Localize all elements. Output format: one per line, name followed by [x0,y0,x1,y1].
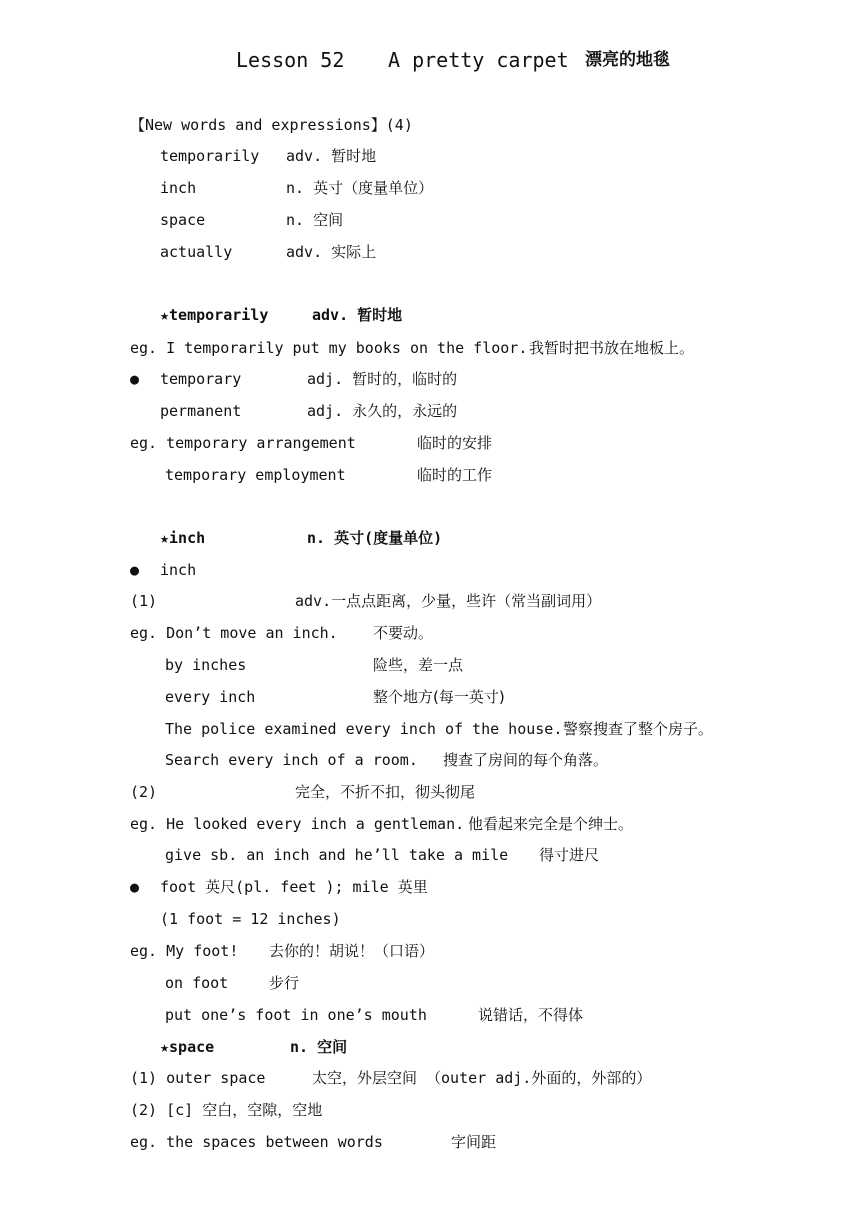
example-cn: 警察搜查了整个房子。 [563,720,714,738]
section-heading-def: n. 空间 [290,1038,348,1056]
sense-cn: 太空，外层空间 （outer adj.外面的，外部的） [312,1069,652,1087]
example-cn: 不要动。 [373,624,434,642]
new-word-term: actually [160,243,233,261]
related-word-def: adj. 永久的，永远的 [307,402,458,420]
example-cn: 步行 [269,974,300,992]
example-en: eg. Don’t move an inch. [130,624,338,642]
example-en: temporary employment [165,466,346,484]
example-cn: 得寸进尺 [539,846,600,864]
example-cn: 去你的！胡说！（口语） [269,942,435,960]
example-cn: 临时的安排 [417,434,493,452]
example-cn: 他看起来完全是个绅士。 [468,815,634,833]
section-heading-def: adv. 暂时地 [312,306,403,324]
lesson-title-chinese: 漂亮的地毯 [585,50,670,70]
related-word-def: adj. 暂时的，临时的 [307,370,458,388]
example-en: give sb. an inch and he’ll take a mile [165,846,509,864]
lesson-title: A pretty carpet [388,48,569,72]
new-word-term: space [160,211,206,229]
example-cn: 临时的工作 [417,466,493,484]
sense-en: (2) [c] 空白，空隙，空地 [130,1101,323,1119]
example-en: eg. temporary arrangement [130,434,356,452]
new-word-def: adv. 实际上 [286,243,377,261]
example-cn: 搜查了房间的每个角落。 [443,751,609,769]
section-heading-inch: ★inch [160,529,206,547]
related-word: inch [160,561,197,579]
example-en: put one’s foot in one’s mouth [165,1006,427,1024]
sense-def: 完全，不折不扣，彻头彻尾 [295,783,476,801]
example-en: eg. He looked every inch a gentleman. [130,815,465,833]
section-heading-temporarily: ★temporarily [160,306,269,324]
new-words-header: 【New words and expressions】(4) [130,116,413,134]
bullet: ● [130,561,140,579]
sense-def: adv.一点点距离，少量，些许（常当副词用） [295,592,602,610]
sense-number: (2) [130,783,158,801]
example-en: eg. My foot! [130,942,239,960]
section-heading-space: ★space [160,1038,215,1056]
related-word: temporary [160,370,242,388]
conversion-note: (1 foot = 12 inches) [160,910,341,928]
new-word-def: n. 英寸（度量单位） [286,179,434,197]
example-en: every inch [165,688,256,706]
new-word-def: adv. 暂时地 [286,147,377,165]
lesson-number: Lesson 52 [236,48,345,72]
example-en: Search every inch of a room. [165,751,418,769]
sense-en: (1) outer space [130,1069,266,1087]
new-word-term: inch [160,179,197,197]
bullet: ● [130,878,140,896]
related-word: permanent [160,402,242,420]
example-cn: 说错话，不得体 [478,1006,584,1024]
example-en: on foot [165,974,229,992]
bullet: ● [130,370,140,388]
example-cn: 我暂时把书放在地板上。 [529,339,695,357]
example-cn: 字间距 [451,1133,497,1151]
example-cn: 整个地方(每一英寸) [373,688,505,706]
new-word-term: temporarily [160,147,260,165]
example-en: by inches [165,656,247,674]
example-cn: 险些，差一点 [373,656,464,674]
example-en: eg. I temporarily put my books on the floor. [130,339,528,357]
related-word: foot 英尺(pl. feet ); mile 英里 [160,878,428,896]
new-word-def: n. 空间 [286,211,344,229]
sense-number: (1) [130,592,158,610]
section-heading-def: n. 英寸(度量单位) [307,529,443,547]
example-en: The police examined every inch of the house. [165,720,563,738]
example-en: eg. the spaces between words [130,1133,383,1151]
